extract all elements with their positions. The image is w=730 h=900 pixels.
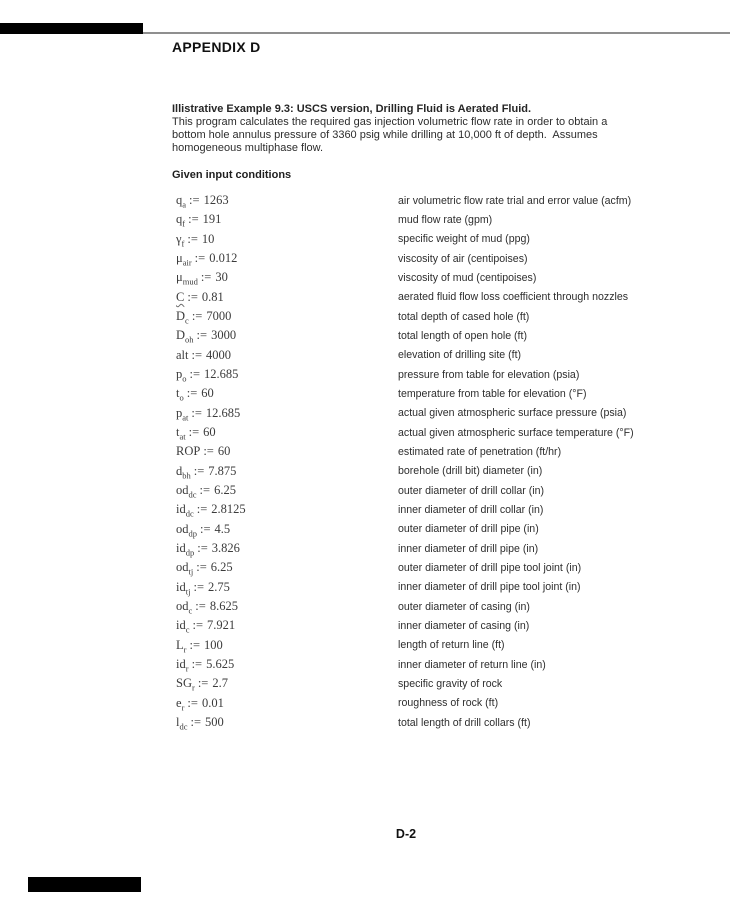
variable-symbol: μ	[176, 251, 183, 266]
variable-subscript: f	[181, 238, 185, 249]
variable-value: 30	[215, 270, 228, 285]
assignment-operator: :=	[192, 618, 204, 633]
variable-description: outer diameter of drill pipe (in)	[398, 523, 539, 536]
assignment-operator: :=	[190, 715, 202, 730]
variable-definition	[176, 367, 398, 382]
assignment-operator: :=	[188, 425, 200, 440]
variable-description: inner diameter of return line (in)	[398, 658, 546, 671]
variable-value: 5.625	[206, 657, 235, 672]
variable-symbol: SG	[176, 676, 192, 691]
variable-definition	[176, 425, 398, 440]
variable-row	[176, 288, 721, 307]
example-description	[172, 116, 672, 155]
variable-row	[176, 558, 721, 577]
variable-row	[176, 462, 721, 481]
assignment-operator: :=	[196, 502, 208, 517]
variable-row	[176, 674, 721, 693]
assignment-operator: :=	[193, 463, 205, 478]
variable-definition	[176, 309, 398, 324]
variable-definition	[176, 560, 398, 575]
variable-value: 2.75	[208, 579, 230, 594]
variable-symbol: q	[176, 212, 183, 227]
variable-symbol: id	[176, 657, 186, 672]
variable-value: 10	[201, 231, 215, 246]
variable-subscript: dc	[179, 721, 188, 732]
variable-value: 191	[202, 212, 222, 227]
variable-row	[176, 442, 721, 461]
variable-row	[176, 230, 721, 249]
variable-subscript: f	[182, 218, 186, 229]
variable-row	[176, 365, 721, 384]
variable-value: 2.7	[212, 676, 228, 691]
variable-subscript: at	[179, 431, 186, 442]
variable-value: 0.81	[201, 289, 224, 304]
variable-description: total depth of cased hole (ft)	[398, 310, 530, 323]
variable-definition	[176, 502, 398, 517]
variable-definition	[176, 638, 398, 653]
variable-symbol: d	[176, 463, 183, 478]
variable-symbol: C	[176, 289, 185, 304]
variable-definition	[176, 541, 398, 556]
variable-description: length of return line (ft)	[398, 639, 505, 652]
variable-row	[176, 694, 721, 713]
variable-row	[176, 384, 721, 403]
variable-description: outer diameter of drill pipe tool joint (in)	[398, 561, 582, 574]
description-line: bottom hole annulus pressure of 3360 psig while drilling at 10,000 ft of depth. Assumes	[172, 129, 598, 141]
variable-definition	[176, 464, 398, 479]
assignment-operator: :=	[186, 386, 198, 401]
variable-description: total length of open hole (ft)	[398, 329, 527, 342]
variable-definition	[176, 715, 398, 730]
variable-description: outer diameter of casing (in)	[398, 600, 530, 613]
variable-description: specific gravity of rock	[398, 677, 503, 690]
variable-value: 7.921	[207, 618, 236, 633]
variable-definition	[176, 618, 398, 633]
variable-row	[176, 249, 721, 268]
variable-symbol: p	[176, 367, 183, 382]
variable-subscript: at	[182, 412, 189, 423]
variable-value: 7.875	[208, 463, 237, 478]
variable-symbol: L	[176, 637, 184, 652]
variable-definition	[176, 696, 398, 711]
variable-description: elevation of drilling site (ft)	[398, 349, 522, 362]
variable-row	[176, 713, 721, 732]
variable-definition	[176, 599, 398, 614]
variable-row	[176, 616, 721, 635]
variable-value: 12.685	[204, 367, 239, 382]
variable-subscript: c	[185, 624, 190, 635]
variable-description: temperature from table for elevation (°F)	[398, 387, 587, 400]
variable-description: estimated rate of penetration (ft/hr)	[398, 445, 562, 458]
variable-definition	[176, 522, 398, 537]
variable-definition	[176, 290, 398, 305]
assignment-operator: :=	[200, 270, 212, 285]
variable-symbol: D	[176, 309, 186, 324]
variable-symbol: id	[176, 618, 186, 633]
variable-row	[176, 404, 721, 423]
variable-description: inner diameter of drill collar (in)	[398, 503, 544, 516]
variable-symbol: alt	[176, 347, 189, 362]
variable-definition	[176, 232, 398, 247]
variable-symbol: q	[176, 193, 183, 208]
variable-definition	[176, 676, 398, 691]
variable-symbol: μ	[176, 270, 183, 285]
variable-definition	[176, 348, 398, 363]
variable-symbol: od	[176, 560, 189, 575]
variable-row	[176, 210, 721, 229]
variable-row	[176, 481, 721, 500]
assignment-operator: :=	[196, 560, 207, 575]
variable-subscript: r	[191, 682, 195, 693]
variable-value: 2.8125	[211, 502, 246, 517]
variable-symbol: t	[176, 425, 180, 440]
variable-value: 7000	[206, 309, 232, 324]
variable-description: actual given atmospheric surface pressure (psia)	[398, 407, 627, 420]
variable-symbol: id	[176, 502, 186, 517]
variable-subscript: c	[188, 605, 193, 616]
variable-symbol: od	[176, 599, 189, 614]
variable-value: 4.5	[214, 521, 231, 536]
variable-row	[176, 597, 721, 616]
variable-subscript: dc	[185, 508, 194, 519]
assignment-operator: :=	[199, 483, 211, 498]
assignment-operator: :=	[197, 676, 209, 691]
variable-subscript: r	[181, 702, 185, 713]
variable-subscript: c	[185, 315, 189, 326]
variable-description: inner diameter of drill pipe (in)	[398, 542, 539, 555]
variable-subscript: dp	[188, 528, 197, 539]
variable-symbol: e	[176, 695, 182, 710]
variable-value: 60	[201, 386, 214, 401]
variable-description: viscosity of air (centipoises)	[398, 252, 528, 265]
variable-subscript: r	[185, 663, 189, 674]
variable-subscript: air	[182, 257, 192, 268]
variable-description: borehole (drill bit) diameter (in)	[398, 465, 543, 478]
example-title: Illistrative Example 9.3: USCS version, Drilling Fluid is Aerated Fluid.	[172, 103, 532, 115]
variable-value: 500	[205, 715, 224, 730]
assignment-operator: :=	[188, 212, 199, 227]
variable-value: 1263	[203, 193, 229, 208]
variable-description: mud flow rate (gpm)	[398, 213, 493, 226]
variable-value: 3000	[211, 328, 237, 343]
variable-row	[176, 346, 721, 365]
assignment-operator: :=	[191, 657, 203, 672]
variable-symbol: l	[176, 715, 180, 730]
variable-definition	[176, 251, 398, 266]
assignment-operator: :=	[189, 193, 200, 208]
variable-value: 4000	[206, 347, 232, 362]
assignment-operator: :=	[195, 599, 206, 614]
scan-artifact-bottom-bar	[28, 877, 141, 892]
variable-value: 12.685	[205, 405, 241, 420]
assignment-operator: :=	[187, 231, 198, 246]
variable-row	[176, 268, 721, 287]
variable-definition	[176, 328, 398, 343]
variable-value: 6.25	[210, 560, 233, 575]
variable-definition	[176, 270, 398, 285]
variable-subscript: r	[183, 644, 187, 655]
variable-row	[176, 578, 721, 597]
description-line: homogeneous multiphase flow.	[172, 142, 324, 154]
variable-value: 0.01	[201, 695, 224, 710]
variable-symbol: id	[176, 541, 186, 556]
variable-value: 60	[217, 444, 231, 459]
variable-symbol: od	[176, 521, 189, 536]
assignment-operator: :=	[191, 405, 202, 420]
assignment-operator: :=	[191, 347, 203, 362]
variable-subscript: bh	[182, 470, 191, 481]
assignment-operator: :=	[189, 367, 201, 382]
variable-row	[176, 636, 721, 655]
variable-description: viscosity of mud (centipoises)	[398, 271, 537, 284]
variable-symbol: γ	[176, 231, 182, 246]
variable-definition	[176, 444, 398, 459]
variable-subscript: a	[182, 199, 187, 210]
section-heading: Given input conditions	[172, 169, 292, 181]
variable-symbol: ROP	[176, 444, 201, 459]
variable-symbol: D	[176, 328, 186, 343]
assignment-operator: :=	[189, 637, 201, 652]
assignment-operator: :=	[200, 521, 211, 536]
variable-subscript: o	[182, 373, 187, 384]
variable-definition	[176, 386, 398, 401]
variable-definition	[176, 406, 398, 421]
assignment-operator: :=	[187, 695, 198, 710]
variable-value: 3.826	[211, 541, 240, 556]
variable-subscript: dp	[185, 547, 195, 558]
variable-value: 8.625	[209, 599, 238, 614]
variable-symbol: od	[176, 483, 189, 498]
variable-value: 0.012	[209, 251, 238, 266]
variable-row	[176, 520, 721, 539]
variable-value: 100	[204, 637, 223, 652]
assignment-operator: :=	[187, 289, 198, 304]
variable-row	[176, 539, 721, 558]
variable-definition	[176, 193, 398, 208]
variable-description: specific weight of mud (ppg)	[398, 233, 530, 246]
variable-description: inner diameter of drill pipe tool joint (in)	[398, 581, 581, 594]
assignment-operator: :=	[197, 541, 208, 556]
variable-row	[176, 326, 721, 345]
variable-definition	[176, 212, 398, 227]
input-conditions-list	[176, 191, 721, 732]
variable-description: outer diameter of drill collar (in)	[398, 484, 545, 497]
variable-description: inner diameter of casing (in)	[398, 619, 530, 632]
assignment-operator: :=	[191, 309, 203, 324]
variable-subscript: o	[179, 392, 184, 403]
variable-subscript: dc	[188, 489, 197, 500]
variable-row	[176, 191, 721, 210]
variable-value: 6.25	[214, 483, 236, 498]
variable-subscript: oh	[185, 334, 194, 345]
variable-row	[176, 423, 721, 442]
variable-definition	[176, 580, 398, 595]
page-number: D-2	[395, 827, 417, 841]
variable-row	[176, 307, 721, 326]
variable-subscript: tj	[185, 586, 191, 597]
variable-description: total length of drill collars (ft)	[398, 716, 531, 729]
variable-value: 60	[203, 425, 216, 440]
variable-definition	[176, 657, 398, 672]
variable-description: aerated fluid flow loss coefficient through nozzles	[398, 291, 629, 304]
assignment-operator: :=	[203, 444, 214, 459]
variable-description: pressure from table for elevation (psia)	[398, 368, 580, 381]
variable-row	[176, 500, 721, 519]
variable-definition	[176, 483, 398, 498]
assignment-operator: :=	[194, 251, 206, 266]
assignment-operator: :=	[196, 328, 208, 343]
variable-row	[176, 655, 721, 674]
scan-artifact-top-bar	[0, 23, 143, 34]
appendix-heading: APPENDIX D	[172, 39, 261, 55]
description-line: This program calculates the required gas injection volumetric flow rate in order to obtain a	[172, 116, 608, 128]
variable-description: actual given atmospheric surface temperature (°F)	[398, 426, 634, 439]
variable-subscript: mud	[182, 276, 198, 287]
variable-symbol: p	[176, 405, 183, 420]
variable-description: air volumetric flow rate trial and error value (acfm)	[398, 194, 632, 207]
assignment-operator: :=	[193, 579, 204, 594]
variable-description: roughness of rock (ft)	[398, 697, 499, 710]
variable-subscript: tj	[188, 566, 194, 577]
variable-symbol: t	[176, 386, 180, 401]
variable-symbol: id	[176, 579, 186, 594]
